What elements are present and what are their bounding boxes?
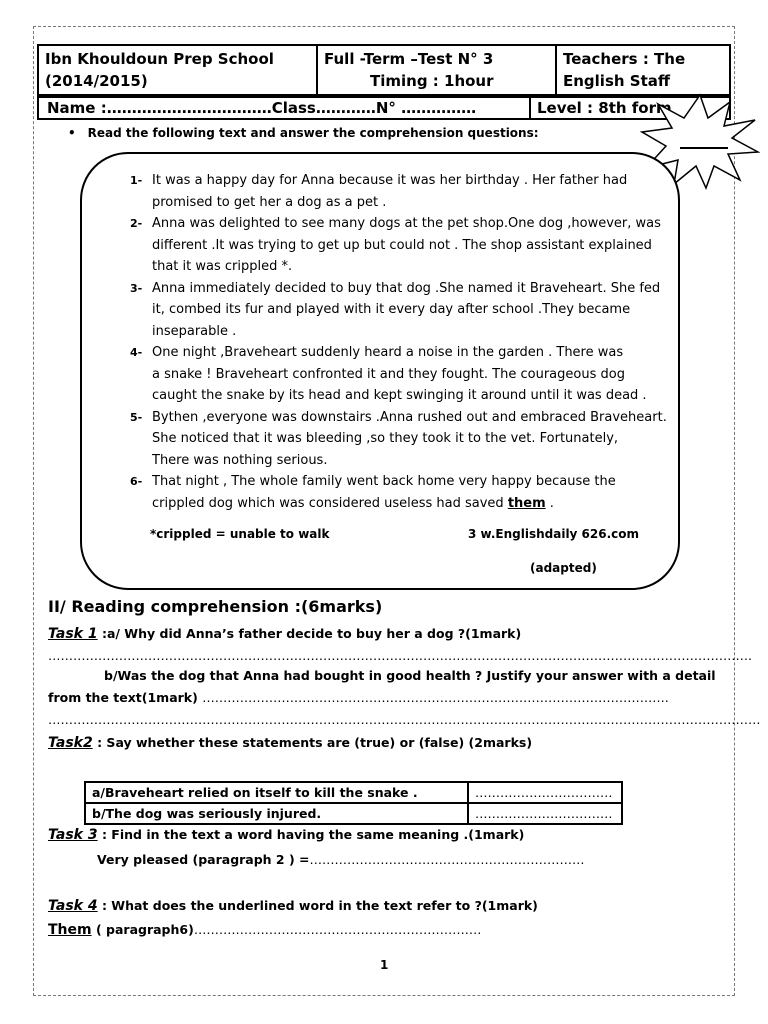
adapted-note: (adapted): [530, 561, 597, 575]
table-row: [85, 782, 622, 803]
school-year: (2014/2015): [45, 72, 148, 90]
paragraph-6: [130, 471, 670, 514]
task1-label: Task 1: [48, 626, 98, 642]
test-timing: Timing : 1hour: [370, 72, 494, 90]
text-line: that it was crippled *.: [152, 259, 293, 274]
table-row: [85, 803, 622, 824]
underlined-word: them: [507, 495, 546, 511]
task2-question: [48, 735, 532, 751]
instruction: [68, 126, 539, 140]
answer-cell[interactable]: ……………………………: [468, 782, 622, 803]
task1-question-b-line2: [48, 690, 669, 705]
task3-answer[interactable]: …………………………………………………………: [309, 852, 585, 867]
paragraph-2: [130, 213, 670, 278]
paragraph-number: 3-: [130, 281, 143, 295]
text-line: She noticed that it was bleeding ,so they took it to the vet. Fortunately,: [152, 431, 619, 446]
source-citation: 3 w.Englishdaily 626.com: [468, 527, 640, 541]
paragraph-number: 5-: [130, 410, 143, 424]
text-segment: crippled dog which was considered useless had saved: [152, 495, 508, 511]
name-row: [37, 96, 731, 120]
text-line: a snake ! Braveheart confronted it and they fought. The courageous dog: [152, 366, 625, 382]
task4-label: Task 4: [48, 898, 98, 914]
text-line: promised to get her a dog as a pet .: [152, 194, 387, 210]
page-number: 1: [380, 958, 389, 972]
task1-question-b-text: from the text(1mark): [48, 690, 203, 705]
paragraph-number: 6-: [130, 475, 143, 488]
text-line: it, combed its fur and played with it every day after school .They became: [152, 302, 631, 317]
task4-question-text: : What does the underlined word in the text refer to ?(1mark): [97, 898, 538, 913]
task4-word: Them: [48, 922, 92, 938]
text-line: It was a happy day for Anna because it was her birthday . Her father had: [152, 173, 628, 188]
text-segment: .: [545, 495, 554, 511]
paragraph-1: [130, 170, 670, 213]
task1-question-b-line1: b/Was the dog that Anna had bought in good health ? Justify your answer with a detail: [104, 668, 716, 683]
task4-question: [48, 898, 538, 914]
level-label: Level : 8th form: [537, 99, 672, 117]
teachers-line2: English Staff: [563, 72, 671, 90]
task3-question: [48, 827, 524, 843]
section-title: II/ Reading comprehension :(6marks): [48, 597, 383, 616]
statement-cell: b/The dog was seriously injured.: [85, 803, 468, 824]
text-line: Bythen ,everyone was downstairs .Anna rushed out and embraced Braveheart.: [152, 409, 667, 425]
task1-question-a: [48, 626, 521, 642]
teachers-line1: Teachers : The: [563, 50, 686, 68]
name-row-divider: [529, 96, 531, 120]
text-line: Anna immediately decided to buy that dog .She named it Braveheart. She fed: [152, 280, 661, 296]
paragraph-number: 4-: [130, 346, 143, 359]
test-title: Full -Term –Test N° 3: [324, 50, 494, 68]
text-line: There was nothing serious.: [152, 452, 328, 468]
text-line: caught the snake by its head and kept swinging it around until it was dead .: [152, 388, 647, 403]
text-line: different .It was trying to get up but could not . The shop assistant explained: [152, 237, 652, 253]
text-line: One night ,Braveheart suddenly heard a noise in the garden . There was: [152, 345, 624, 360]
statement-cell: a/Braveheart relied on itself to kill the snake .: [85, 782, 468, 803]
paragraph-number: 2-: [130, 217, 143, 230]
task3-question-text: : Find in the text a word having the same meaning .(1mark): [97, 827, 525, 842]
paragraph-3: [130, 278, 670, 343]
teachers-cell: [556, 45, 730, 95]
bullet-icon: •: [68, 126, 76, 140]
task3-item-text: Very pleased (paragraph 2 ) =: [97, 852, 310, 867]
school-cell: [38, 45, 317, 95]
name-field[interactable]: Name :……………………………Class…………N° ……………: [47, 99, 477, 117]
true-false-table: [84, 781, 623, 825]
task4-item: [48, 922, 481, 938]
text-line: That night , The whole family went back home very happy because the: [152, 474, 616, 489]
answer-cell[interactable]: ……………………………: [468, 803, 622, 824]
text-line: inseparable .: [152, 323, 237, 339]
paragraph-5: [130, 407, 670, 472]
school-name: Ibn Khouldoun Prep School: [45, 50, 274, 68]
paragraph-number: 1-: [130, 174, 143, 187]
task4-item-text: ( paragraph6): [91, 922, 194, 937]
text-line: [152, 493, 670, 515]
task3-label: Task 3: [48, 827, 98, 843]
task1-question-a-text: :a/ Why did Anna’s father decide to buy her a dog ?(1mark): [97, 626, 522, 641]
text-line: Anna was delighted to see many dogs at the pet shop.One dog ,however, was: [152, 216, 661, 231]
paragraph-4: [130, 342, 670, 407]
header-table: [37, 44, 731, 96]
task3-item: [97, 852, 585, 867]
instruction-text: Read the following text and answer the comprehension questions:: [87, 126, 539, 140]
task1-answer-a[interactable]: …………………………………………………………………………………………………………………………………………………….: [48, 648, 752, 663]
task2-question-text: : Say whether these statements are (true) or (false) (2marks): [92, 735, 533, 750]
reading-passage: [130, 170, 670, 514]
task1-answer-b[interactable]: ………………………………………………………………………………………………………………………………………………………: [48, 712, 761, 727]
task1-answer-b-inline[interactable]: ………………………………………………………………………………………………….: [202, 690, 669, 705]
footnote: *crippled = unable to walk: [150, 527, 330, 541]
task2-label: Task2: [48, 735, 93, 751]
test-cell: [317, 45, 556, 95]
task4-answer[interactable]: ……………………………………………………………: [193, 922, 482, 937]
